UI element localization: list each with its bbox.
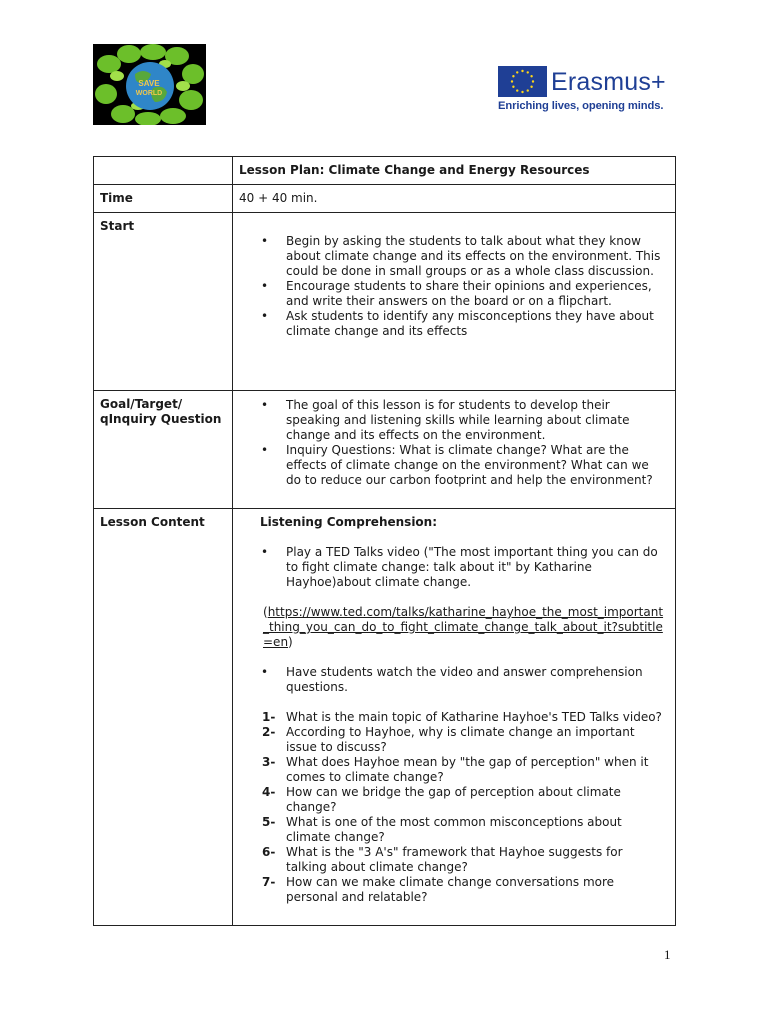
question-item <box>262 875 665 905</box>
lesson-plan-title: Lesson Plan: Climate Change and Energy Resources <box>233 157 676 185</box>
goal-label <box>94 391 233 509</box>
question-text: According to Hayhoe, why is climate change an important issue to discuss? <box>286 725 635 754</box>
question-number: 6- <box>262 845 276 859</box>
goal-label-line1: Goal/Target/ <box>100 397 183 411</box>
list-item: • Encourage students to share their opinions and experiences, and write their answers on the board or on a flipchart. <box>286 279 665 309</box>
erasmus-plus-logo <box>498 66 668 116</box>
svg-text:SAVE: SAVE <box>138 79 160 88</box>
list-item: • Begin by asking the students to talk about what they know about climate change and its effects on the environment. This could be done in small groups or as a whole class discussion. <box>286 234 665 279</box>
question-number: 4- <box>262 785 276 799</box>
page-number: 1 <box>664 947 671 962</box>
time-value: 40 + 40 min. <box>233 185 676 213</box>
goal-label-line2: qInquiry Question <box>100 412 222 426</box>
video-url-line <box>233 605 675 650</box>
list-item: • Inquiry Questions: What is climate change? What are the effects of climate change on the environment? What can we do to reduce our carbon footprint and help the environment? <box>286 443 665 488</box>
table-row-start <box>94 213 676 391</box>
start-label: Start <box>94 213 233 391</box>
question-number: 5- <box>262 815 276 829</box>
start-bullets <box>233 234 675 339</box>
question-text: What does Hayhoe mean by "the gap of perception" when it comes to climate change? <box>286 755 649 784</box>
goal-content <box>233 391 676 509</box>
comprehension-questions <box>233 710 675 905</box>
lesson-content <box>233 509 676 926</box>
question-text: What is one of the most common misconceptions about climate change? <box>286 815 622 844</box>
question-text: What is the main topic of Katharine Hayhoe's TED Talks video? <box>286 710 662 724</box>
url-open-paren: ( <box>263 605 268 619</box>
table-row-time <box>94 185 676 213</box>
list-item: • The goal of this lesson is for students to develop their speaking and listening skills while learning about climate change and its effects on the environment. <box>286 398 665 443</box>
table-row-content <box>94 509 676 926</box>
question-item <box>262 845 665 875</box>
ted-video-link[interactable]: https://www.ted.com/talks/katharine_hayhoe_the_most_important_thing_you_can_do_to_fight_climate_change_talk_about_it?subtitle=en <box>263 605 664 649</box>
question-text: What is the "3 A's" framework that Hayhoe suggests for talking about climate change? <box>286 845 623 874</box>
question-number: 7- <box>262 875 276 889</box>
table-row-goal <box>94 391 676 509</box>
list-item: • Have students watch the video and answer comprehension questions. <box>286 665 665 695</box>
start-content <box>233 213 676 391</box>
question-item <box>262 710 665 725</box>
question-number: 1- <box>262 710 276 724</box>
video-bullet-list <box>233 545 675 590</box>
url-close-paren: ) <box>288 635 293 649</box>
question-number: 3- <box>262 755 276 769</box>
lesson-plan-table <box>93 156 676 926</box>
erasmus-name: Erasmus+ <box>551 68 666 96</box>
save-the-world-logo <box>93 44 206 125</box>
table-row-title <box>94 157 676 185</box>
list-item: • Ask students to identify any misconceptions they have about climate change and its effects <box>286 309 665 339</box>
listening-comprehension-heading: Listening Comprehension: <box>260 515 438 529</box>
goal-bullets <box>233 398 675 488</box>
save-the-world-globe-icon <box>93 44 206 125</box>
eu-flag-icon <box>498 66 547 97</box>
question-number: 2- <box>262 725 276 739</box>
question-text: How can we make climate change conversations more personal and relatable? <box>286 875 615 904</box>
svg-text:WORLD: WORLD <box>135 90 163 97</box>
empty-cell <box>94 157 233 185</box>
question-item <box>262 725 665 755</box>
question-item <box>262 815 665 845</box>
erasmus-tagline: Enriching lives, opening minds. <box>498 100 664 112</box>
lesson-content-label: Lesson Content <box>94 509 233 926</box>
watch-bullet-list <box>233 665 675 695</box>
time-label: Time <box>94 185 233 213</box>
question-item <box>262 785 665 815</box>
question-item <box>262 755 665 785</box>
question-text: How can we bridge the gap of perception about climate change? <box>286 785 621 814</box>
list-item: • Play a TED Talks video ("The most important thing you can do to fight climate change: talk about it" by Katharine Hayhoe)about climate change. <box>286 545 665 590</box>
